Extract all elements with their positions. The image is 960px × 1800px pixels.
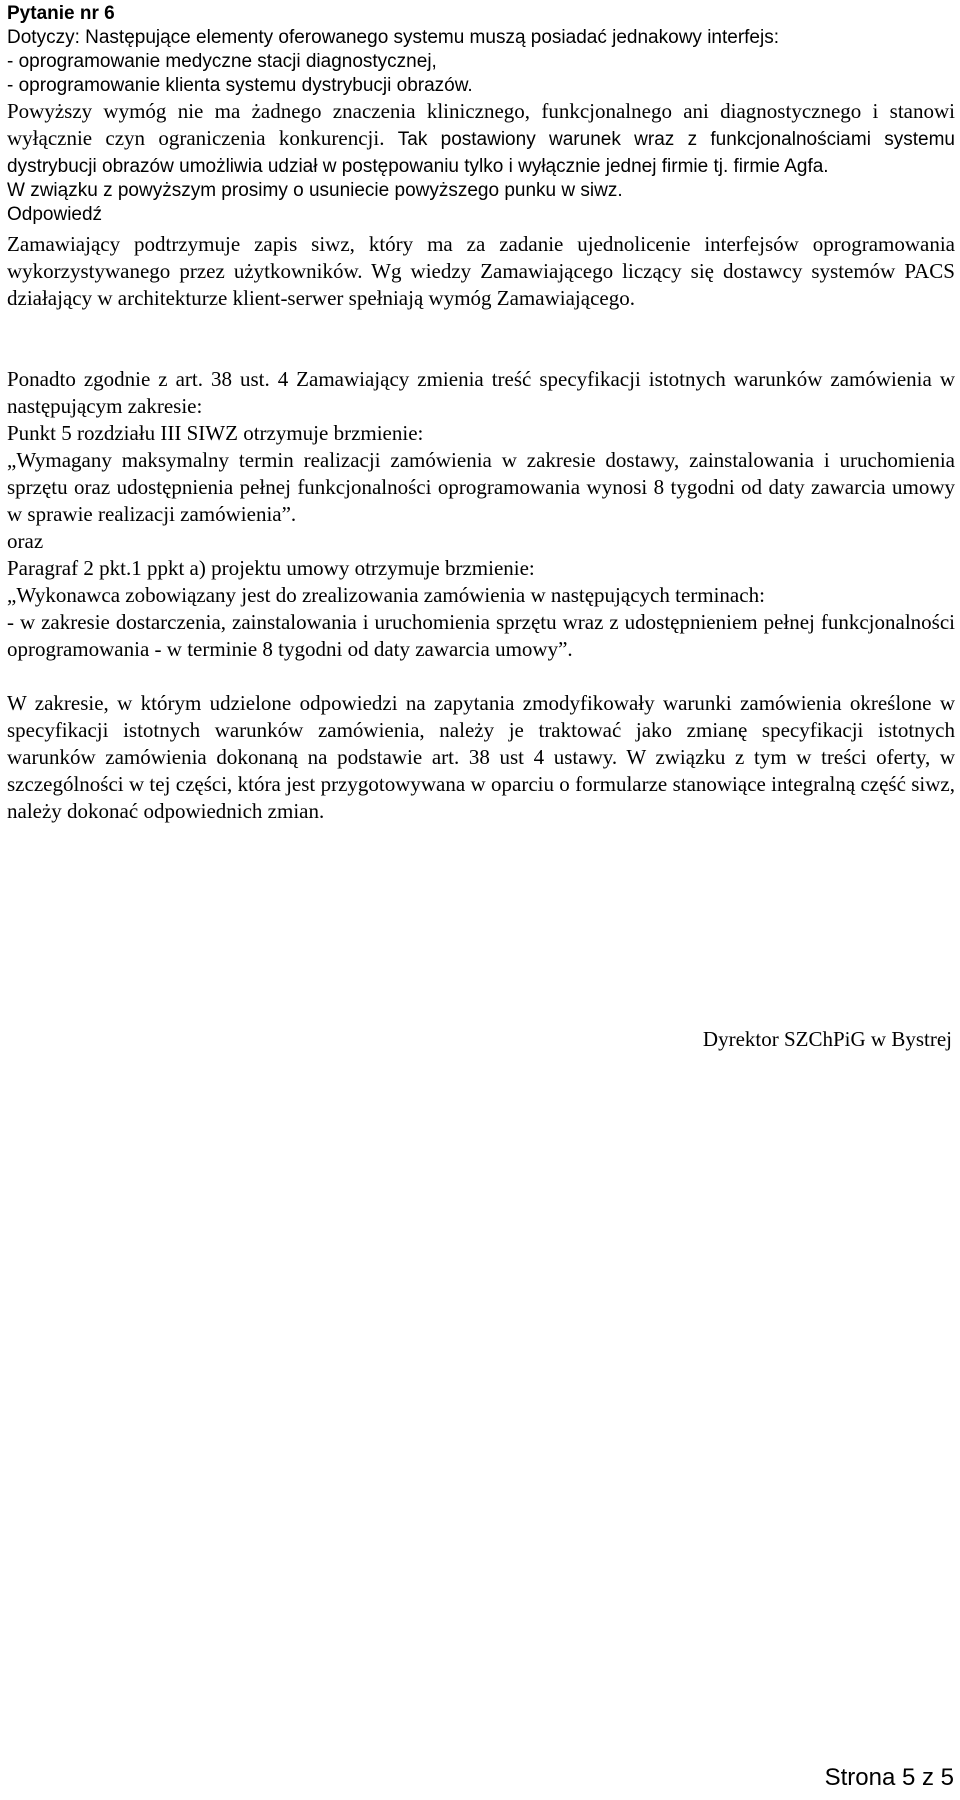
amendment-item2-line2: - w zakresie dostarczenia, zainstalowania i uruchomienia sprzętu wraz z udostępnieniem pełnej funkcjonalności oprogramowania - w terminie 8 tygodni od daty zawarcia umowy”. [7, 610, 955, 661]
question-request: W związku z powyższym prosimy o usuniecie powyższego punku w siwz. [7, 180, 623, 201]
document-page [7, 0, 955, 825]
amendment-item1-text: „Wymagany maksymalny termin realizacji zamówienia w zakresie dostawy, zainstalowania i uruchomienia sprzętu oraz udostępnienia pełnej funkcjonalności oprogramowania wynosi 8 tygodni od daty zawarcia umowy w sprawie realizacji zamówienia”. [7, 448, 955, 526]
amendment-connector: oraz [7, 529, 44, 553]
amendment-item2-line1: „Wykonawca zobowiązany jest do zrealizowania zamówienia w następujących terminach: [7, 583, 765, 607]
amendment-item1-heading: Punkt 5 rozdziału III SIWZ otrzymuje brzmienie: [7, 421, 424, 445]
answer-label: Odpowiedź [7, 204, 103, 225]
spacer [7, 663, 955, 690]
spacer [7, 312, 955, 339]
question-subject-line: Dotyczy: Następujące elementy oferowanego systemu muszą posiadać jednakowy interfejs: [7, 27, 779, 48]
spacer [7, 339, 955, 366]
question-paragraph: Tak postawiony warunek wraz z funkcjonalnościami systemu dystrybucji obrazów umożliwia udział w postępowaniu tylko i wyłącznie jednej firmie tj. firmie Agfa. [7, 129, 955, 177]
amendment-item2-heading: Paragraf 2 pkt.1 ppkt a) projektu umowy otrzymuje brzmienie: [7, 556, 535, 580]
question-item-line: - oprogramowanie medyczne stacji diagnostycznej, [7, 51, 437, 72]
question-paragraph: Powyższy wymóg nie ma żadnego znaczenia klinicznego, funkcjonalnego ani diagnostycznego i stanowi wyłącznie czyn ograniczenia konkurencji. [7, 99, 955, 150]
amendment-intro: Ponadto zgodnie z art. 38 ust. 4 Zamawiający zmienia treść specyfikacji istotnych warunków zamówienia w następującym zakresie: [7, 367, 955, 418]
question-item-line: - oprogramowanie klienta systemu dystrybucji obrazów. [7, 75, 473, 96]
question-body [7, 98, 955, 179]
answer-text: Zamawiający podtrzymuje zapis siwz, który ma za zadanie ujednolicenie interfejsów oprogramowania wykorzystywanego przez użytkowników. Wg wiedzy Zamawiającego liczący się dostawcy systemów PACS działający w architekturze klient-serwer spełniają wymóg Zamawiającego. [7, 232, 955, 310]
page-number: Strona 5 z 5 [824, 1764, 954, 1791]
closing-paragraph: W zakresie, w którym udzielone odpowiedzi na zapytania zmodyfikowały warunki zamówienia określone w specyfikacji istotnych warunków zamówienia, należy je traktować jako zmianę specyfikacji istotnych warunków zamówienia dokonaną na podstawie art. 38 ust 4 ustawy. W związku z tym w treści oferty, w szczególności w tej części, która jest przygotowywana w oparciu o formularze stanowiące integralną część siwz, należy dokonać odpowiednich zmian. [7, 691, 955, 823]
question-title: Pytanie nr 6 [7, 3, 115, 24]
signature: Dyrektor SZChPiG w Bystrej [702, 1027, 952, 1051]
